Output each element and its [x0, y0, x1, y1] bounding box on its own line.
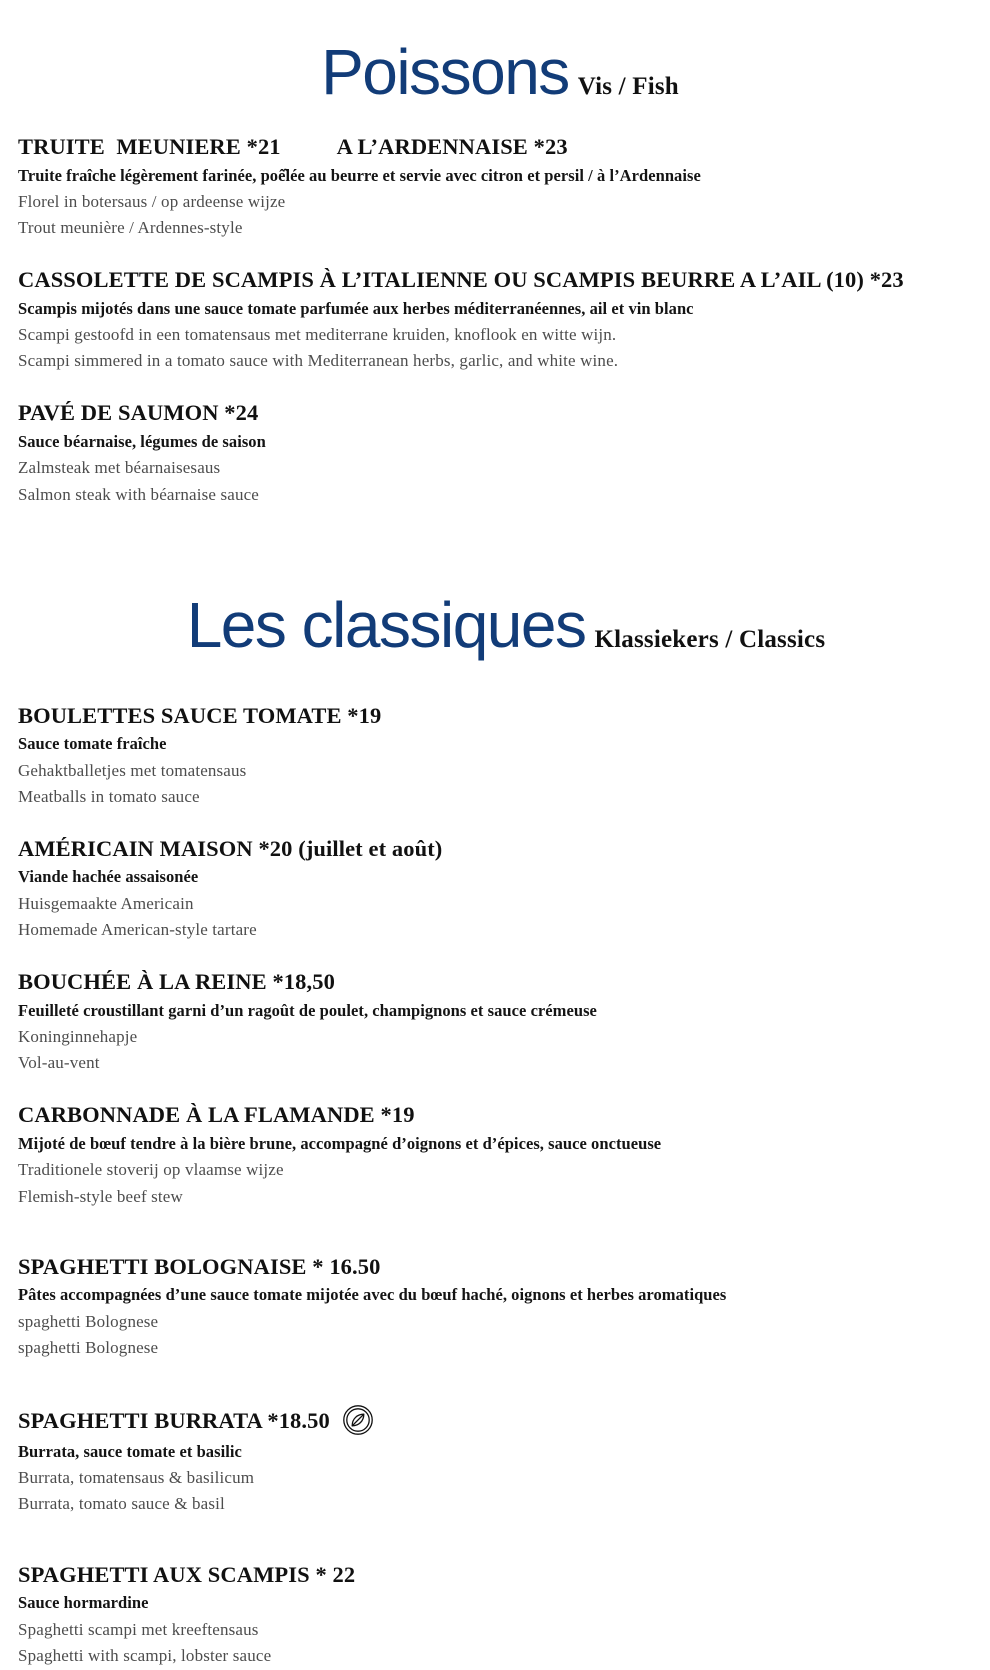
- section-heading-classiques: [0, 588, 990, 661]
- menu-list-poissons: [0, 134, 990, 507]
- item-translation-en: Burrata, tomato sauce & basil: [18, 1494, 225, 1514]
- menu-item: [0, 703, 990, 809]
- menu-item: [0, 969, 990, 1075]
- item-name: BOULETTES SAUCE TOMATE *19: [18, 702, 382, 728]
- item-description-fr: Burrata, sauce tomate et basilic: [18, 1441, 242, 1461]
- item-name: AMÉRICAIN MAISON *20 (juillet et août): [18, 835, 443, 861]
- item-name-row: [18, 267, 972, 294]
- menu-list-classiques: [0, 703, 990, 1668]
- item-name: CASSOLETTE DE SCAMPIS À L’ITALIENNE OU SCAMPIS BEURRE A L’AIL (10) *23: [18, 267, 904, 293]
- item-translation-nl: Scampi gestoofd in een tomatensaus met mediterrane kruiden, knoflook en witte wijn.: [18, 325, 617, 345]
- item-translation-nl: Zalmsteak met béarnaisesaus: [18, 458, 221, 478]
- menu-item: [0, 1405, 990, 1517]
- item-description-fr: Pâtes accompagnées d’une sauce tomate mijotée avec du bœuf haché, oignons et herbes aromatiques: [18, 1285, 727, 1305]
- item-name-row: [18, 1405, 972, 1437]
- menu-item: [0, 134, 990, 240]
- item-translation-nl: Traditionele stoverij op vlaamse wijze: [18, 1160, 284, 1180]
- item-description-fr: Sauce béarnaise, légumes de saison: [18, 432, 266, 452]
- item-name-row: [18, 703, 972, 730]
- item-translation-nl: spaghetti Bolognese: [18, 1311, 159, 1331]
- item-translation-en: Flemish-style beef stew: [18, 1186, 183, 1206]
- item-name-row: [18, 836, 972, 863]
- item-name-row: [18, 1562, 972, 1589]
- item-translation-en: spaghetti Bolognese: [18, 1337, 159, 1357]
- menu-item: [0, 1102, 990, 1208]
- section-subtitle: Vis / Fish: [577, 73, 679, 100]
- item-translation-en: Vol-au-vent: [18, 1053, 100, 1073]
- item-description-fr: Mijoté de bœuf tendre à la bière brune, accompagné d’oignons et d’épices, sauce onctueuse: [18, 1133, 662, 1153]
- item-description-fr: Sauce hormardine: [18, 1593, 149, 1613]
- item-description-fr: Feuilleté croustillant garni d’un ragoût de poulet, champignons et sauce crémeuse: [18, 1000, 597, 1020]
- item-translation-nl: Florel in botersaus / op ardeense wijze: [18, 191, 286, 211]
- item-name-row: [18, 1102, 972, 1129]
- item-translation-en: Spaghetti with scampi, lobster sauce: [18, 1645, 272, 1665]
- menu-item: [0, 836, 990, 942]
- item-translation-nl: Burrata, tomatensaus & basilicum: [18, 1468, 255, 1488]
- item-name: SPAGHETTI BOLOGNAISE * 16.50: [18, 1253, 381, 1279]
- item-name-row: [18, 134, 972, 161]
- menu-item: [0, 1562, 990, 1668]
- section-heading-poissons: [0, 36, 990, 108]
- item-name: PAVÉ DE SAUMON *24: [18, 400, 259, 426]
- item-translation-en: Scampi simmered in a tomato sauce with Mediterranean herbs, garlic, and white wine.: [18, 351, 619, 371]
- item-translation-nl: Gehaktballetjes met tomatensaus: [18, 760, 247, 780]
- item-translation-en: Trout meunière / Ardennes-style: [18, 218, 243, 238]
- item-translation-nl: Koninginnehapje: [18, 1027, 138, 1047]
- item-translation-en: Homemade American-style tartare: [18, 920, 257, 940]
- item-translation-en: Meatballs in tomato sauce: [18, 786, 200, 806]
- item-name: SPAGHETTI AUX SCAMPIS * 22: [18, 1561, 356, 1587]
- item-name-row: [18, 969, 972, 996]
- item-translation-nl: Huisgemaakte Americain: [18, 893, 194, 913]
- item-name: BOUCHÉE À LA REINE *18,50: [18, 969, 335, 995]
- item-translation-nl: Spaghetti scampi met kreeftensaus: [18, 1619, 259, 1639]
- item-name: TRUITE MEUNIERE *21: [18, 134, 281, 159]
- section-title: Poissons: [321, 36, 569, 108]
- item-name: SPAGHETTI BURRATA *18.50: [18, 1407, 330, 1433]
- item-description-fr: Scampis mijotés dans une sauce tomate parfumée aux herbes méditerranéennes, ail et vin blanc: [18, 298, 694, 318]
- menu-item: [0, 1254, 990, 1360]
- item-name-row: [18, 1254, 972, 1281]
- menu-item: [0, 267, 990, 373]
- vegetarian-leaf-icon: [342, 1404, 374, 1436]
- item-description-fr: Truite fraîche légèrement farinée, poê̂lée au beurre et servie avec citron et persil / à l’Ardennaise: [18, 165, 701, 185]
- item-name-row: [18, 400, 972, 427]
- item-description-fr: Sauce tomate fraîche: [18, 734, 167, 754]
- menu-item: [0, 400, 990, 506]
- item-description-fr: Viande hachée assaisonée: [18, 867, 199, 887]
- section-subtitle: Klassiekers / Classics: [594, 625, 826, 653]
- item-translation-en: Salmon steak with béarnaise sauce: [18, 484, 259, 504]
- section-title: Les classiques: [186, 588, 586, 661]
- item-alt-name: A L’ARDENNAISE *23: [336, 134, 568, 159]
- item-name: CARBONNADE À LA FLAMANDE *19: [18, 1102, 415, 1128]
